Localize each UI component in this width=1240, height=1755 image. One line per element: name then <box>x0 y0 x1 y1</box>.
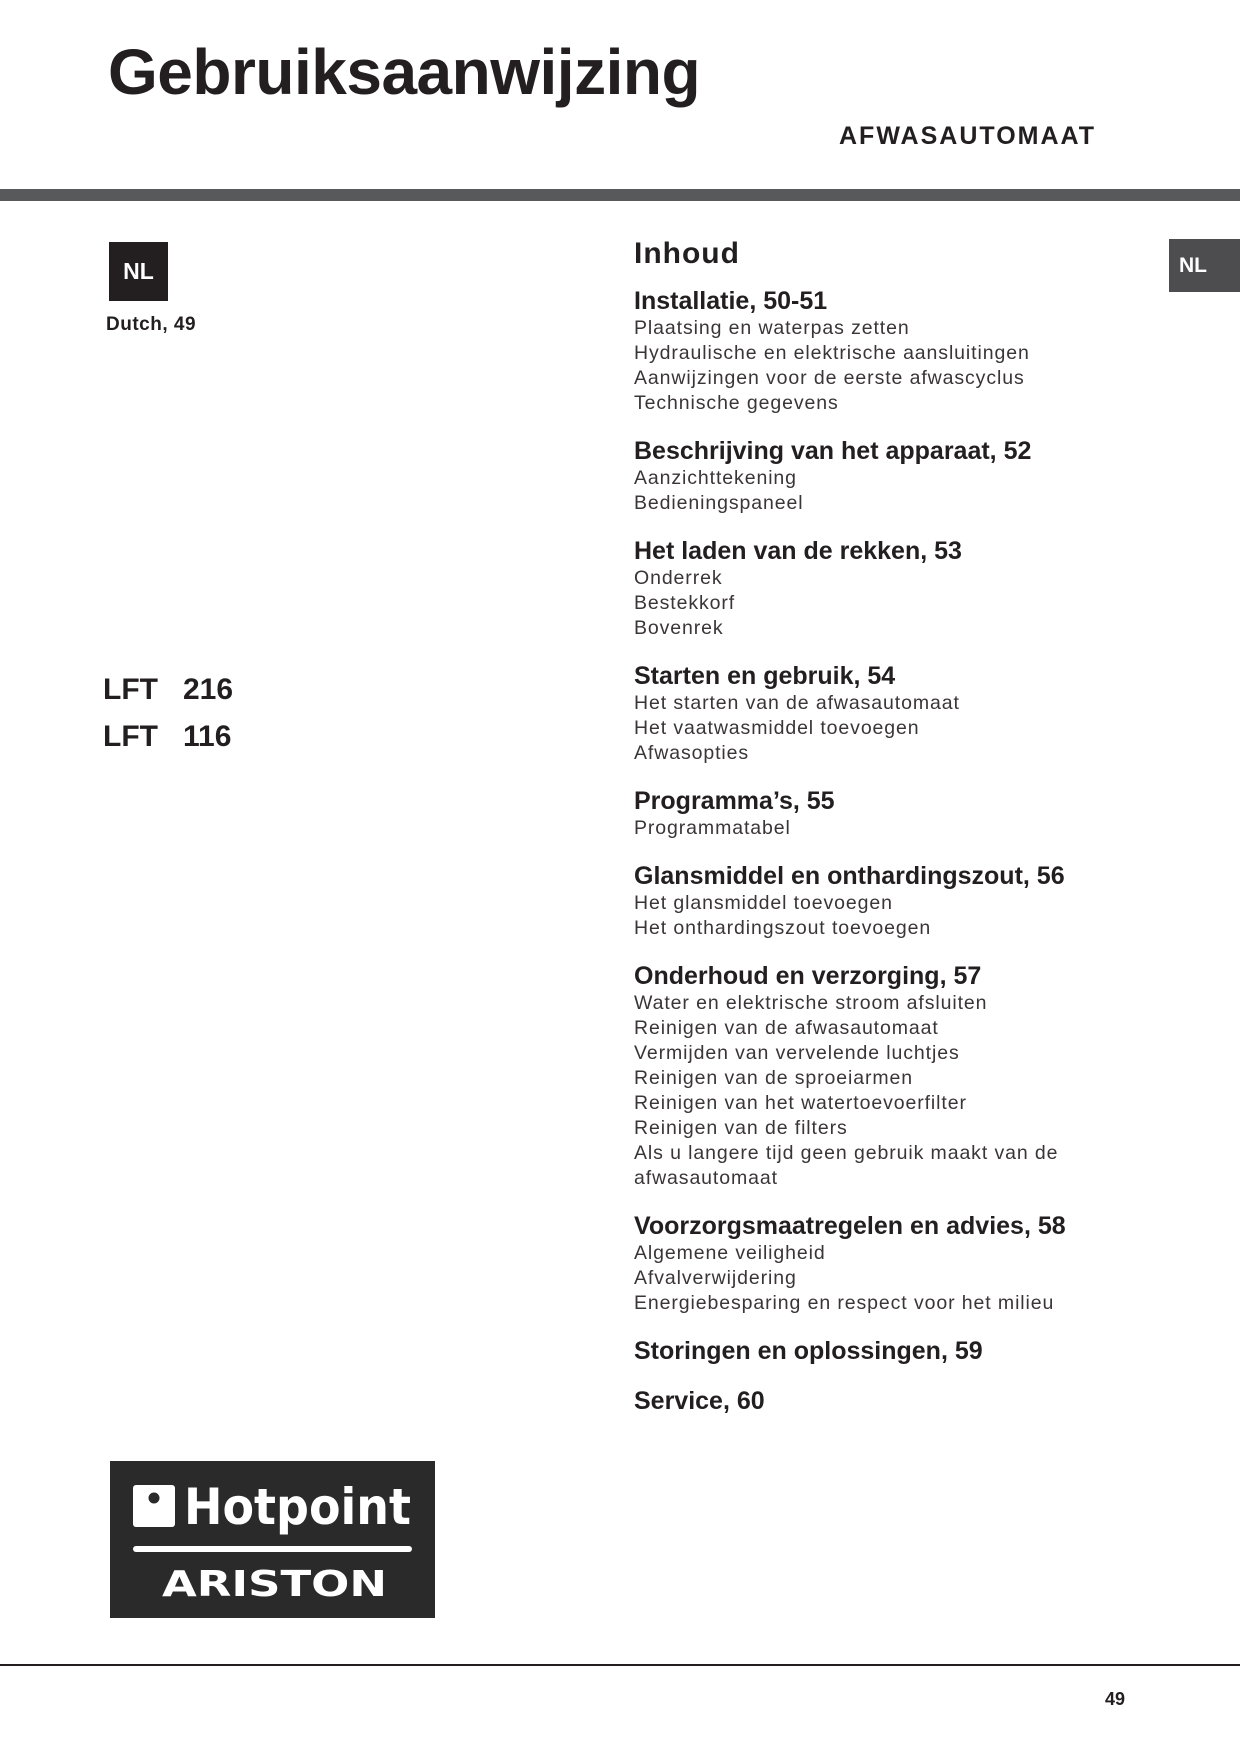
model-number: LFT 216 <box>103 673 234 706</box>
toc-section-title: Starten en gebruik, 54 <box>634 662 896 690</box>
language-tab: NL <box>1169 239 1240 292</box>
toc-section-title: Voorzorgsmaatregelen en advies, 58 <box>634 1212 1066 1240</box>
toc-section-title: Onderhoud en verzorging, 57 <box>634 962 982 990</box>
language-badge: NL <box>109 242 168 301</box>
toc-item: Plaatsing en waterpas zetten <box>634 317 910 339</box>
toc-section-title: Programma’s, 55 <box>634 787 835 815</box>
toc-section <box>634 536 1104 641</box>
logo-brand-text: Hotpoint <box>184 1478 411 1536</box>
toc-item: Programmatabel <box>634 817 791 839</box>
page-number: 49 <box>1105 1689 1126 1709</box>
toc-section-title: Beschrijving van het apparaat, 52 <box>634 437 1032 465</box>
table-of-contents <box>634 236 1104 1436</box>
toc-item: Vermijden van vervelende luchtjes <box>634 1042 960 1064</box>
toc-item: Reinigen van het watertoevoerfilter <box>634 1092 967 1114</box>
product-type-label: AFWASAUTOMAAT <box>839 122 1096 150</box>
toc-section-title: Storingen en oplossingen, 59 <box>634 1337 983 1365</box>
model-number: LFT 116 <box>103 720 232 753</box>
footer-divider <box>0 1664 1240 1666</box>
toc-item: Als u langere tijd geen gebruik maakt van de afwasautomaat <box>634 1142 1059 1189</box>
toc-section <box>634 1336 1104 1366</box>
toc-section <box>634 1386 1104 1416</box>
logo-mark-icon <box>133 1485 175 1527</box>
toc-heading: Inhoud <box>634 237 740 270</box>
toc-item: Water en elektrische stroom afsluiten <box>634 992 988 1014</box>
toc-item: Het glansmiddel toevoegen <box>634 892 893 914</box>
logo-subbrand-text: ARISTON <box>162 1564 387 1605</box>
toc-section <box>634 786 1104 841</box>
toc-item: Afwasopties <box>634 742 750 764</box>
toc-item: Aanzichttekening <box>634 467 797 489</box>
toc-item: Afvalverwijdering <box>634 1267 797 1289</box>
toc-item: Het onthardingszout toevoegen <box>634 917 932 939</box>
toc-section <box>634 961 1104 1191</box>
toc-section-title: Het laden van de rekken, 53 <box>634 537 962 565</box>
toc-section <box>634 436 1104 516</box>
toc-item: Bestekkorf <box>634 592 736 614</box>
logo-divider <box>133 1546 412 1552</box>
document-title: Gebruiksaanwijzing <box>108 36 701 108</box>
toc-item: Algemene veiligheid <box>634 1242 826 1264</box>
toc-section-title: Glansmiddel en onthardingszout, 56 <box>634 862 1065 890</box>
toc-item: Bedieningspaneel <box>634 492 804 514</box>
toc-sections <box>634 286 1104 1416</box>
toc-item: Energiebesparing en respect voor het milieu <box>634 1292 1055 1314</box>
toc-item: Aanwijzingen voor de eerste afwascyclus <box>634 367 1025 389</box>
language-caption: Dutch, 49 <box>106 314 197 335</box>
toc-section-title: Installatie, 50-51 <box>634 287 828 315</box>
brand-logo <box>110 1461 435 1618</box>
toc-item: Het starten van de afwasautomaat <box>634 692 960 714</box>
toc-section <box>634 861 1104 941</box>
toc-item: Technische gegevens <box>634 392 839 414</box>
toc-item: Onderrek <box>634 567 723 589</box>
toc-item: Hydraulische en elektrische aansluitingen <box>634 342 1030 364</box>
toc-section-title: Service, 60 <box>634 1387 765 1415</box>
toc-section <box>634 1211 1104 1316</box>
toc-item: Het vaatwasmiddel toevoegen <box>634 717 920 739</box>
toc-section <box>634 661 1104 766</box>
toc-item: Bovenrek <box>634 617 724 639</box>
header-divider <box>0 189 1240 201</box>
toc-item: Reinigen van de filters <box>634 1117 848 1139</box>
toc-item: Reinigen van de sproeiarmen <box>634 1067 914 1089</box>
hotpoint-ariston-logo <box>110 1461 435 1618</box>
toc-item: Reinigen van de afwasautomaat <box>634 1017 939 1039</box>
toc-section <box>634 286 1104 416</box>
